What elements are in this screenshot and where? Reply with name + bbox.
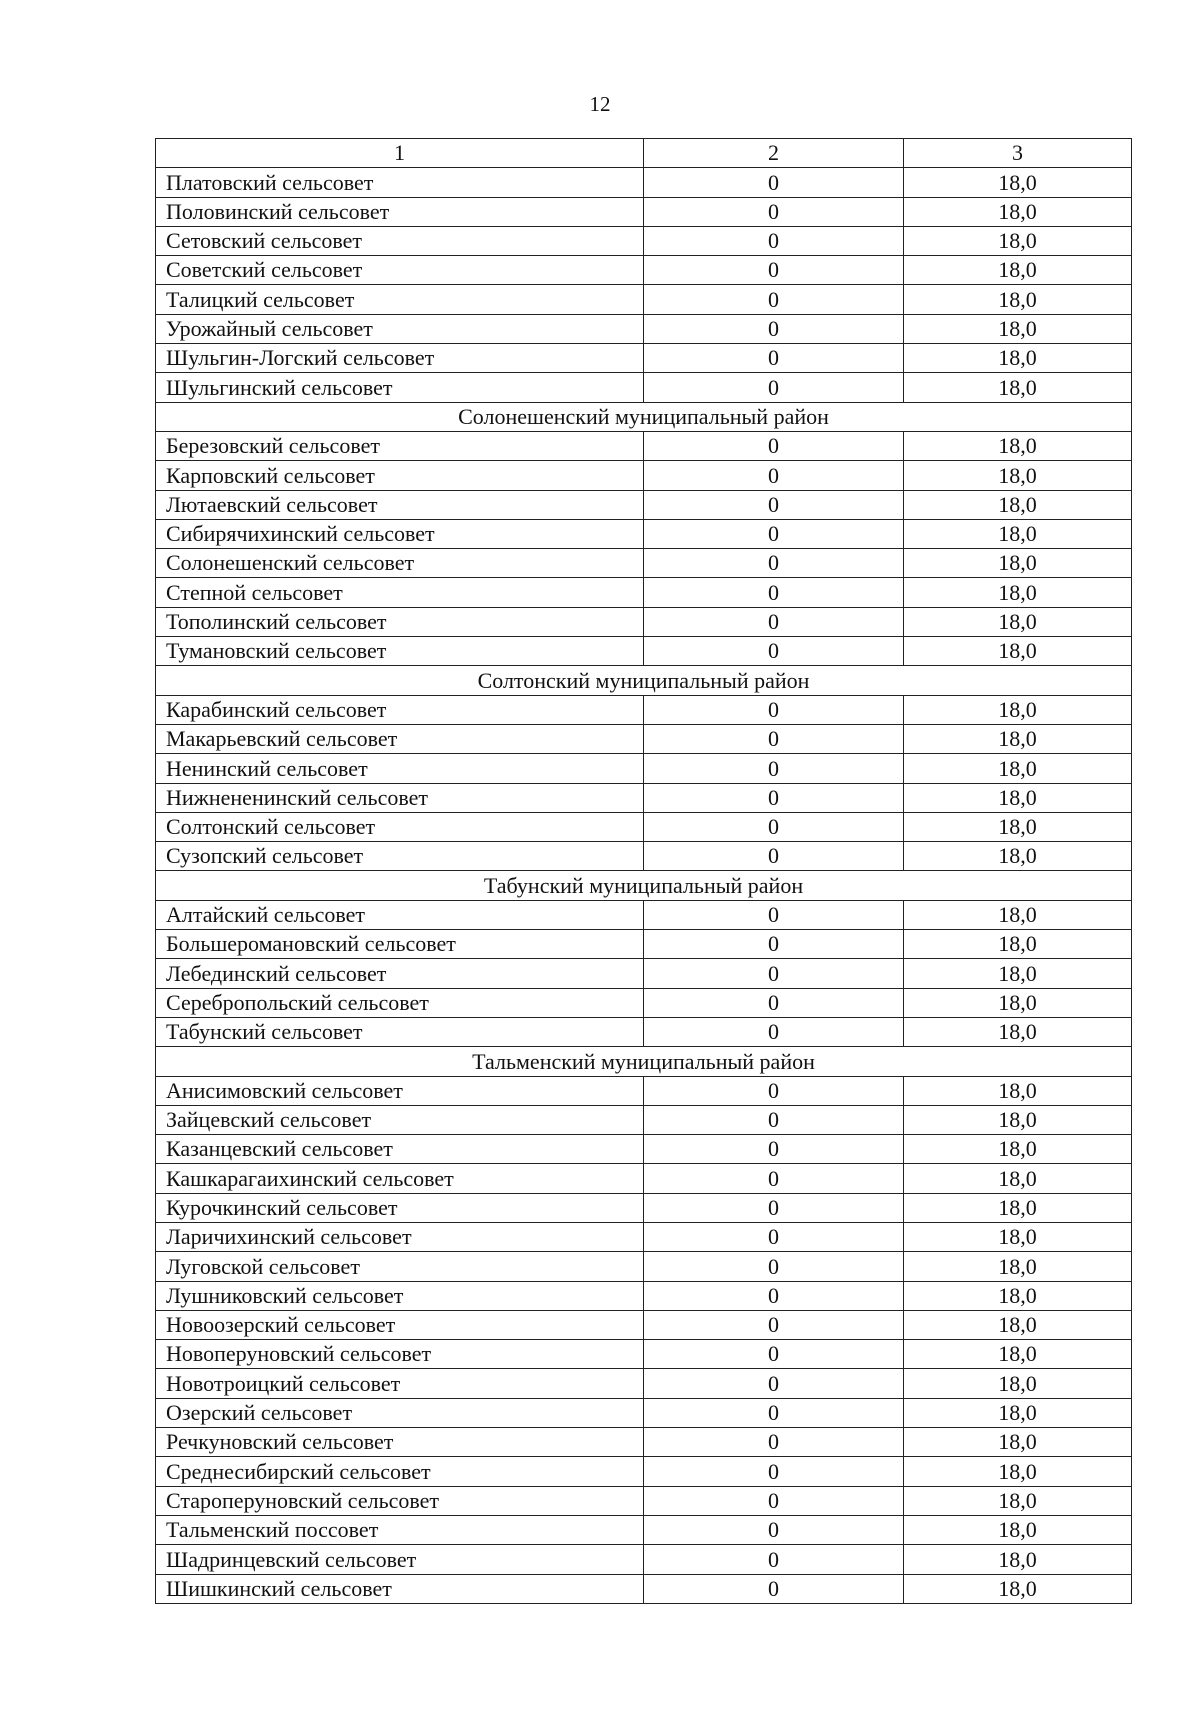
- value-cell-col2: 0: [644, 1369, 904, 1398]
- value-cell-col3: 18,0: [904, 900, 1132, 929]
- table-row: [156, 988, 1132, 1017]
- settlement-name-cell: Кашкарагаихинский сельсовет: [156, 1164, 644, 1193]
- value-cell-col2: 0: [644, 842, 904, 871]
- settlement-name-cell: Казанцевский сельсовет: [156, 1135, 644, 1164]
- table-row: [156, 1164, 1132, 1193]
- value-cell-col2: 0: [644, 168, 904, 197]
- value-cell-col2: 0: [644, 1252, 904, 1281]
- value-cell-col2: 0: [644, 285, 904, 314]
- table-row: [156, 1457, 1132, 1486]
- settlement-name-cell: Карабинский сельсовет: [156, 695, 644, 724]
- table-row: [156, 607, 1132, 636]
- table-header-row: [156, 139, 1132, 168]
- value-cell-col2: 0: [644, 1428, 904, 1457]
- table-row: [156, 1574, 1132, 1603]
- table-row: [156, 959, 1132, 988]
- value-cell-col3: 18,0: [904, 754, 1132, 783]
- settlement-name-cell: Речкуновский сельсовет: [156, 1428, 644, 1457]
- value-cell-col2: 0: [644, 1457, 904, 1486]
- value-cell-col2: 0: [644, 226, 904, 255]
- value-cell-col3: 18,0: [904, 1222, 1132, 1251]
- table-row: [156, 1428, 1132, 1457]
- table-row: [156, 637, 1132, 666]
- page-number: 12: [589, 92, 611, 116]
- table-row: [156, 930, 1132, 959]
- table-row: [156, 285, 1132, 314]
- value-cell-col3: 18,0: [904, 930, 1132, 959]
- settlement-name-cell: Шадринцевский сельсовет: [156, 1545, 644, 1574]
- value-cell-col3: 18,0: [904, 842, 1132, 871]
- table-row: [156, 1105, 1132, 1134]
- value-cell-col2: 0: [644, 812, 904, 841]
- value-cell-col2: 0: [644, 344, 904, 373]
- value-cell-col3: 18,0: [904, 695, 1132, 724]
- settlement-name-cell: Среднесибирский сельсовет: [156, 1457, 644, 1486]
- value-cell-col3: 18,0: [904, 1340, 1132, 1369]
- table-row: [156, 1135, 1132, 1164]
- table-row: [156, 549, 1132, 578]
- table-row: [156, 226, 1132, 255]
- table-row: [156, 431, 1132, 460]
- value-cell-col3: 18,0: [904, 607, 1132, 636]
- value-cell-col3: 18,0: [904, 256, 1132, 285]
- table-row: [156, 1281, 1132, 1310]
- settlement-name-cell: Ларичихинский сельсовет: [156, 1222, 644, 1251]
- value-cell-col2: 0: [644, 431, 904, 460]
- value-cell-col2: 0: [644, 1164, 904, 1193]
- value-cell-col2: 0: [644, 1076, 904, 1105]
- settlement-name-cell: Тополинский сельсовет: [156, 607, 644, 636]
- settlement-name-cell: Березовский сельсовет: [156, 431, 644, 460]
- section-header-row: [156, 666, 1132, 695]
- table-row: [156, 842, 1132, 871]
- table-row: [156, 314, 1132, 343]
- value-cell-col3: 18,0: [904, 1017, 1132, 1046]
- settlement-name-cell: Тумановский сельсовет: [156, 637, 644, 666]
- header-cell-3: 3: [904, 139, 1132, 168]
- value-cell-col3: 18,0: [904, 1193, 1132, 1222]
- value-cell-col2: 0: [644, 637, 904, 666]
- value-cell-col2: 0: [644, 1105, 904, 1134]
- settlement-name-cell: Урожайный сельсовет: [156, 314, 644, 343]
- settlement-name-cell: Табунский сельсовет: [156, 1017, 644, 1046]
- value-cell-col2: 0: [644, 578, 904, 607]
- value-cell-col3: 18,0: [904, 549, 1132, 578]
- value-cell-col2: 0: [644, 1135, 904, 1164]
- value-cell-col2: 0: [644, 519, 904, 548]
- table-row: [156, 519, 1132, 548]
- value-cell-col2: 0: [644, 930, 904, 959]
- value-cell-col2: 0: [644, 1310, 904, 1339]
- settlement-name-cell: Лютаевский сельсовет: [156, 490, 644, 519]
- settlement-name-cell: Солонешенский сельсовет: [156, 549, 644, 578]
- settlement-name-cell: Сетовский сельсовет: [156, 226, 644, 255]
- settlement-name-cell: Курочкинский сельсовет: [156, 1193, 644, 1222]
- table-row: [156, 1369, 1132, 1398]
- section-header-row: [156, 1047, 1132, 1076]
- settlement-name-cell: Алтайский сельсовет: [156, 900, 644, 929]
- settlement-name-cell: Советский сельсовет: [156, 256, 644, 285]
- value-cell-col3: 18,0: [904, 1076, 1132, 1105]
- value-cell-col2: 0: [644, 197, 904, 226]
- value-cell-col2: 0: [644, 1340, 904, 1369]
- settlement-name-cell: Лушниковский сельсовет: [156, 1281, 644, 1310]
- settlement-name-cell: Ненинский сельсовет: [156, 754, 644, 783]
- value-cell-col3: 18,0: [904, 724, 1132, 753]
- table-row: [156, 1222, 1132, 1251]
- value-cell-col3: 18,0: [904, 1310, 1132, 1339]
- table-row: [156, 900, 1132, 929]
- value-cell-col3: 18,0: [904, 1545, 1132, 1574]
- table-row: [156, 695, 1132, 724]
- value-cell-col2: 0: [644, 490, 904, 519]
- settlement-name-cell: Новотроицкий сельсовет: [156, 1369, 644, 1398]
- value-cell-col3: 18,0: [904, 1281, 1132, 1310]
- settlement-name-cell: Сибирячихинский сельсовет: [156, 519, 644, 548]
- table-row: [156, 1515, 1132, 1544]
- value-cell-col2: 0: [644, 1193, 904, 1222]
- settlement-name-cell: Озерский сельсовет: [156, 1398, 644, 1427]
- value-cell-col2: 0: [644, 959, 904, 988]
- value-cell-col3: 18,0: [904, 1252, 1132, 1281]
- section-title: Солтонский муниципальный район: [156, 666, 1132, 695]
- header-cell-1: 1: [156, 139, 644, 168]
- value-cell-col3: 18,0: [904, 1369, 1132, 1398]
- value-cell-col2: 0: [644, 256, 904, 285]
- value-cell-col3: 18,0: [904, 1135, 1132, 1164]
- section-title: Солонешенский муниципальный район: [156, 402, 1132, 431]
- value-cell-col2: 0: [644, 549, 904, 578]
- table-row: [156, 1398, 1132, 1427]
- table-row: [156, 1310, 1132, 1339]
- settlement-name-cell: Талицкий сельсовет: [156, 285, 644, 314]
- value-cell-col2: 0: [644, 1515, 904, 1544]
- data-table: [155, 138, 1132, 1604]
- settlement-name-cell: Нижнененинский сельсовет: [156, 783, 644, 812]
- value-cell-col2: 0: [644, 724, 904, 753]
- value-cell-col3: 18,0: [904, 1574, 1132, 1603]
- value-cell-col3: 18,0: [904, 1105, 1132, 1134]
- settlement-name-cell: Шишкинский сельсовет: [156, 1574, 644, 1603]
- value-cell-col2: 0: [644, 695, 904, 724]
- settlement-name-cell: Шульгин-Логский сельсовет: [156, 344, 644, 373]
- value-cell-col2: 0: [644, 314, 904, 343]
- table-row: [156, 1076, 1132, 1105]
- settlement-name-cell: Луговской сельсовет: [156, 1252, 644, 1281]
- value-cell-col3: 18,0: [904, 519, 1132, 548]
- value-cell-col3: 18,0: [904, 314, 1132, 343]
- value-cell-col3: 18,0: [904, 1398, 1132, 1427]
- table-row: [156, 373, 1132, 402]
- table-row: [156, 578, 1132, 607]
- table-row: [156, 1340, 1132, 1369]
- value-cell-col3: 18,0: [904, 344, 1132, 373]
- settlement-name-cell: Шульгинский сельсовет: [156, 373, 644, 402]
- table-row: [156, 344, 1132, 373]
- table-row: [156, 461, 1132, 490]
- table-row: [156, 1193, 1132, 1222]
- section-title: Табунский муниципальный район: [156, 871, 1132, 900]
- settlement-name-cell: Солтонский сельсовет: [156, 812, 644, 841]
- value-cell-col3: 18,0: [904, 168, 1132, 197]
- settlement-name-cell: Новоперуновский сельсовет: [156, 1340, 644, 1369]
- value-cell-col2: 0: [644, 1486, 904, 1515]
- table-row: [156, 1486, 1132, 1515]
- table-row: [156, 783, 1132, 812]
- table-row: [156, 256, 1132, 285]
- value-cell-col3: 18,0: [904, 1515, 1132, 1544]
- settlement-name-cell: Тальменский поссовет: [156, 1515, 644, 1544]
- settlement-name-cell: Карповский сельсовет: [156, 461, 644, 490]
- value-cell-col3: 18,0: [904, 988, 1132, 1017]
- table-row: [156, 724, 1132, 753]
- section-header-row: [156, 402, 1132, 431]
- settlement-name-cell: Серебропольский сельсовет: [156, 988, 644, 1017]
- table-body: [156, 139, 1132, 1604]
- value-cell-col3: 18,0: [904, 1164, 1132, 1193]
- settlement-name-cell: Лебединский сельсовет: [156, 959, 644, 988]
- value-cell-col2: 0: [644, 373, 904, 402]
- value-cell-col3: 18,0: [904, 1457, 1132, 1486]
- value-cell-col3: 18,0: [904, 637, 1132, 666]
- settlement-name-cell: Староперуновский сельсовет: [156, 1486, 644, 1515]
- value-cell-col2: 0: [644, 1017, 904, 1046]
- value-cell-col3: 18,0: [904, 226, 1132, 255]
- value-cell-col3: 18,0: [904, 812, 1132, 841]
- table-row: [156, 1545, 1132, 1574]
- table-row: [156, 168, 1132, 197]
- section-header-row: [156, 871, 1132, 900]
- value-cell-col2: 0: [644, 1222, 904, 1251]
- settlement-name-cell: Макарьевский сельсовет: [156, 724, 644, 753]
- value-cell-col3: 18,0: [904, 490, 1132, 519]
- settlement-name-cell: Платовский сельсовет: [156, 168, 644, 197]
- value-cell-col2: 0: [644, 1545, 904, 1574]
- section-title: Тальменский муниципальный район: [156, 1047, 1132, 1076]
- settlement-name-cell: Половинский сельсовет: [156, 197, 644, 226]
- value-cell-col2: 0: [644, 1398, 904, 1427]
- header-cell-2: 2: [644, 139, 904, 168]
- value-cell-col3: 18,0: [904, 959, 1132, 988]
- value-cell-col3: 18,0: [904, 578, 1132, 607]
- table-row: [156, 754, 1132, 783]
- value-cell-col3: 18,0: [904, 197, 1132, 226]
- value-cell-col3: 18,0: [904, 783, 1132, 812]
- settlement-name-cell: Сузопский сельсовет: [156, 842, 644, 871]
- value-cell-col2: 0: [644, 1281, 904, 1310]
- table-row: [156, 812, 1132, 841]
- value-cell-col2: 0: [644, 754, 904, 783]
- settlement-name-cell: Новоозерский сельсовет: [156, 1310, 644, 1339]
- settlement-name-cell: Зайцевский сельсовет: [156, 1105, 644, 1134]
- table-row: [156, 1017, 1132, 1046]
- value-cell-col3: 18,0: [904, 1428, 1132, 1457]
- value-cell-col3: 18,0: [904, 285, 1132, 314]
- value-cell-col2: 0: [644, 1574, 904, 1603]
- settlement-name-cell: Степной сельсовет: [156, 578, 644, 607]
- settlement-name-cell: Большеромановский сельсовет: [156, 930, 644, 959]
- value-cell-col3: 18,0: [904, 461, 1132, 490]
- table-row: [156, 490, 1132, 519]
- table-row: [156, 1252, 1132, 1281]
- value-cell-col3: 18,0: [904, 1486, 1132, 1515]
- table-row: [156, 197, 1132, 226]
- value-cell-col2: 0: [644, 900, 904, 929]
- value-cell-col3: 18,0: [904, 431, 1132, 460]
- value-cell-col3: 18,0: [904, 373, 1132, 402]
- value-cell-col2: 0: [644, 607, 904, 636]
- value-cell-col2: 0: [644, 988, 904, 1017]
- value-cell-col2: 0: [644, 461, 904, 490]
- settlement-name-cell: Анисимовский сельсовет: [156, 1076, 644, 1105]
- value-cell-col2: 0: [644, 783, 904, 812]
